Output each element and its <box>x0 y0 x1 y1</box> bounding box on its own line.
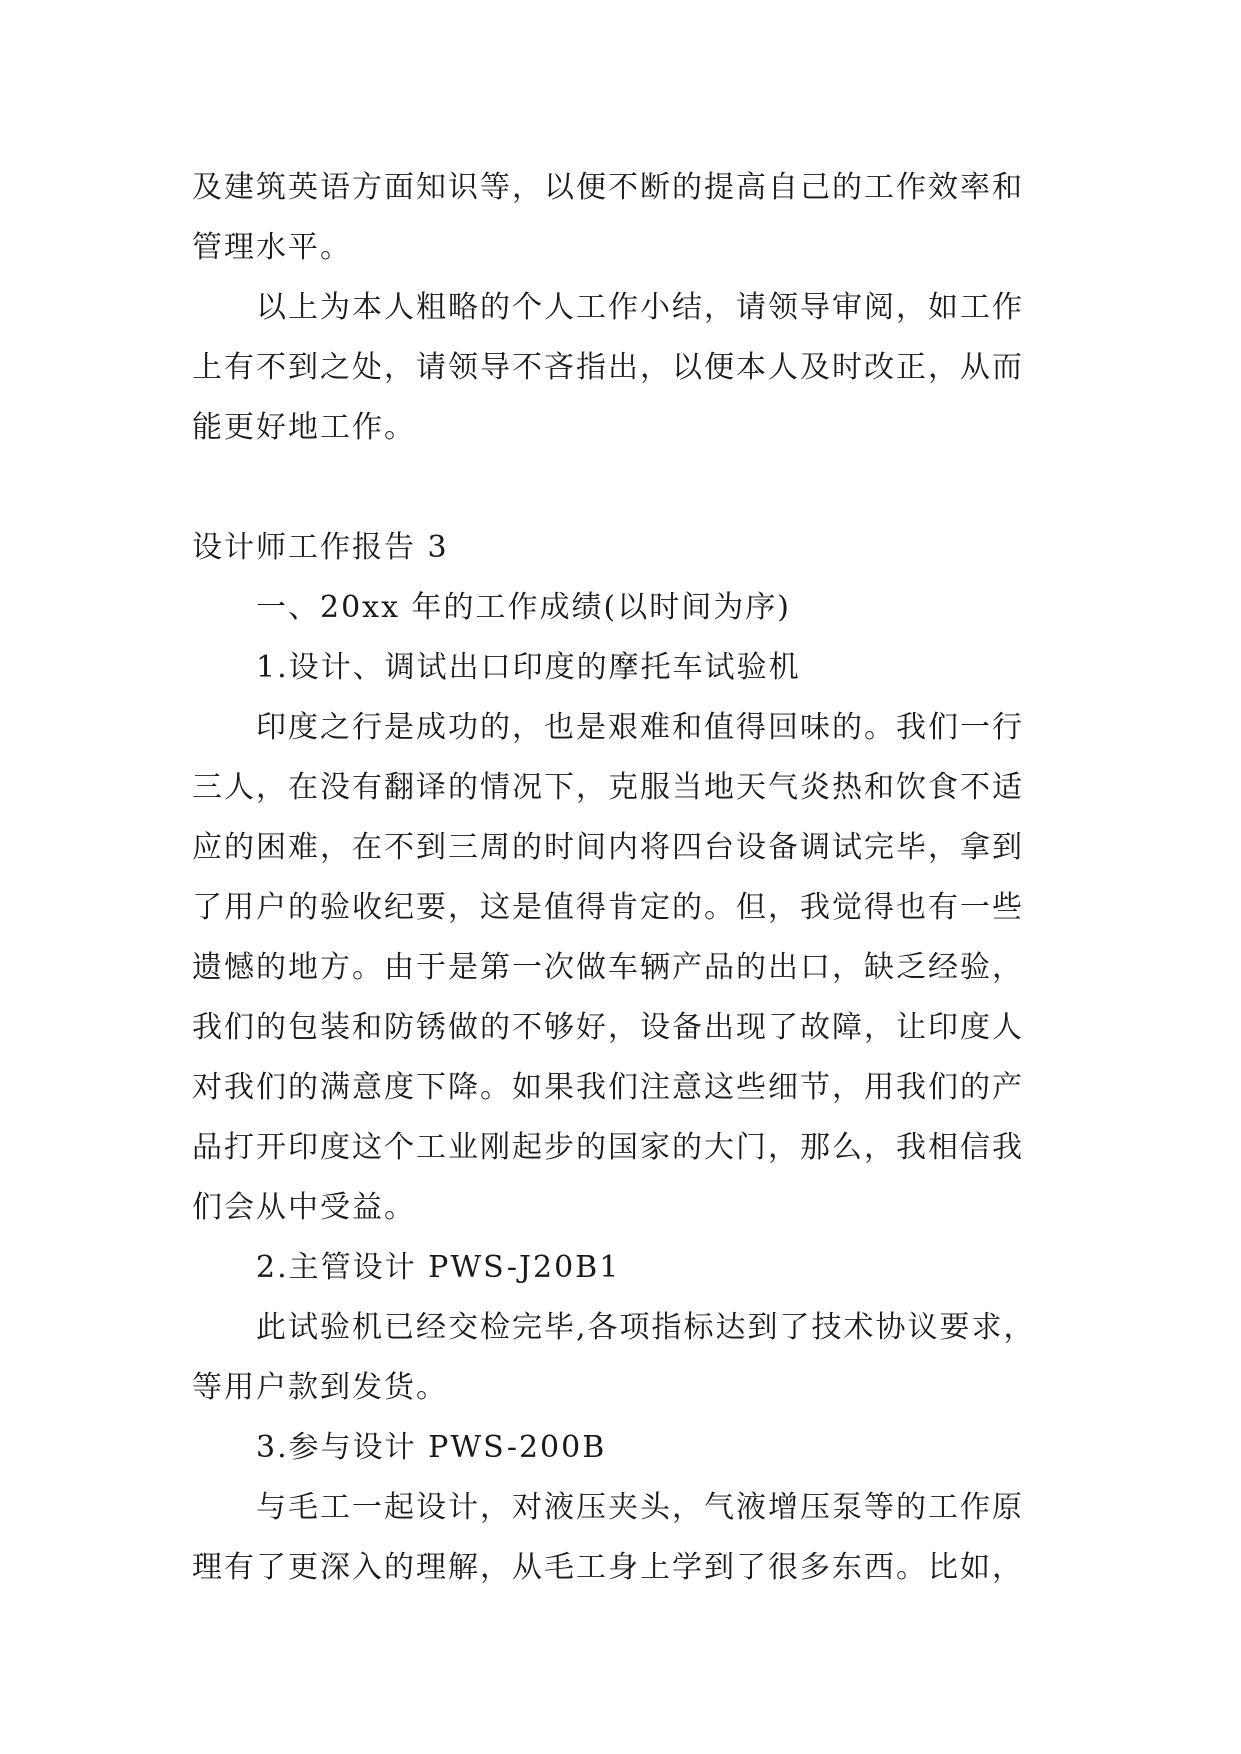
text-line: 与毛工一起设计，对液压夹头，气液增压泵等的工作原 <box>256 1490 1024 1525</box>
text-line: 印度之行是成功的，也是艰难和值得回味的。我们一行 <box>256 710 1024 745</box>
text-line: 能更好地工作。 <box>192 410 416 445</box>
text-line: 及建筑英语方面知识等，以便不断的提高自己的工作效率和 <box>192 170 1024 205</box>
text-line: 三人，在没有翻译的情况下，克服当地天气炎热和饮食不适 <box>192 770 1024 805</box>
heading-1: 一、20xx 年的工作成绩(以时间为序) <box>256 590 791 625</box>
text-line: 管理水平。 <box>192 230 352 265</box>
text-line: 遗憾的地方。由于是第一次做车辆产品的出口，缺乏经验， <box>192 950 1024 985</box>
text-line: 们会从中受益。 <box>192 1190 416 1225</box>
text-line: 以上为本人粗略的个人工作小结，请领导审阅，如工作 <box>256 290 1024 325</box>
item-1-title: 1.设计、调试出口印度的摩托车试验机 <box>256 650 801 685</box>
item-3-title: 3.参与设计 PWS-200B <box>256 1430 607 1465</box>
text-line: 应的困难，在不到三周的时间内将四台设备调试完毕，拿到 <box>192 830 1024 865</box>
item-2-title: 2.主管设计 PWS-J20B1 <box>256 1250 621 1285</box>
text-line: 我们的包装和防锈做的不够好，设备出现了故障，让印度人 <box>192 1010 1024 1045</box>
section-gap <box>192 458 1072 518</box>
text-line: 品打开印度这个工业刚起步的国家的大门，那么，我相信我 <box>192 1130 1024 1165</box>
text-line: 对我们的满意度下降。如果我们注意这些细节，用我们的产 <box>192 1070 1024 1105</box>
text-line: 等用户款到发货。 <box>192 1370 448 1405</box>
document-page <box>192 158 1072 1598</box>
text-line: 上有不到之处，请领导不吝指出，以便本人及时改正，从而 <box>192 350 1024 385</box>
text-line: 了用户的验收纪要，这是值得肯定的。但，我觉得也有一些 <box>192 890 1024 925</box>
text-line: 理有了更深入的理解，从毛工身上学到了很多东西。比如， <box>192 1550 1024 1585</box>
text-line: 此试验机已经交检完毕,各项指标达到了技术协议要求， <box>256 1310 1036 1345</box>
section-title: 设计师工作报告 3 <box>192 530 449 565</box>
